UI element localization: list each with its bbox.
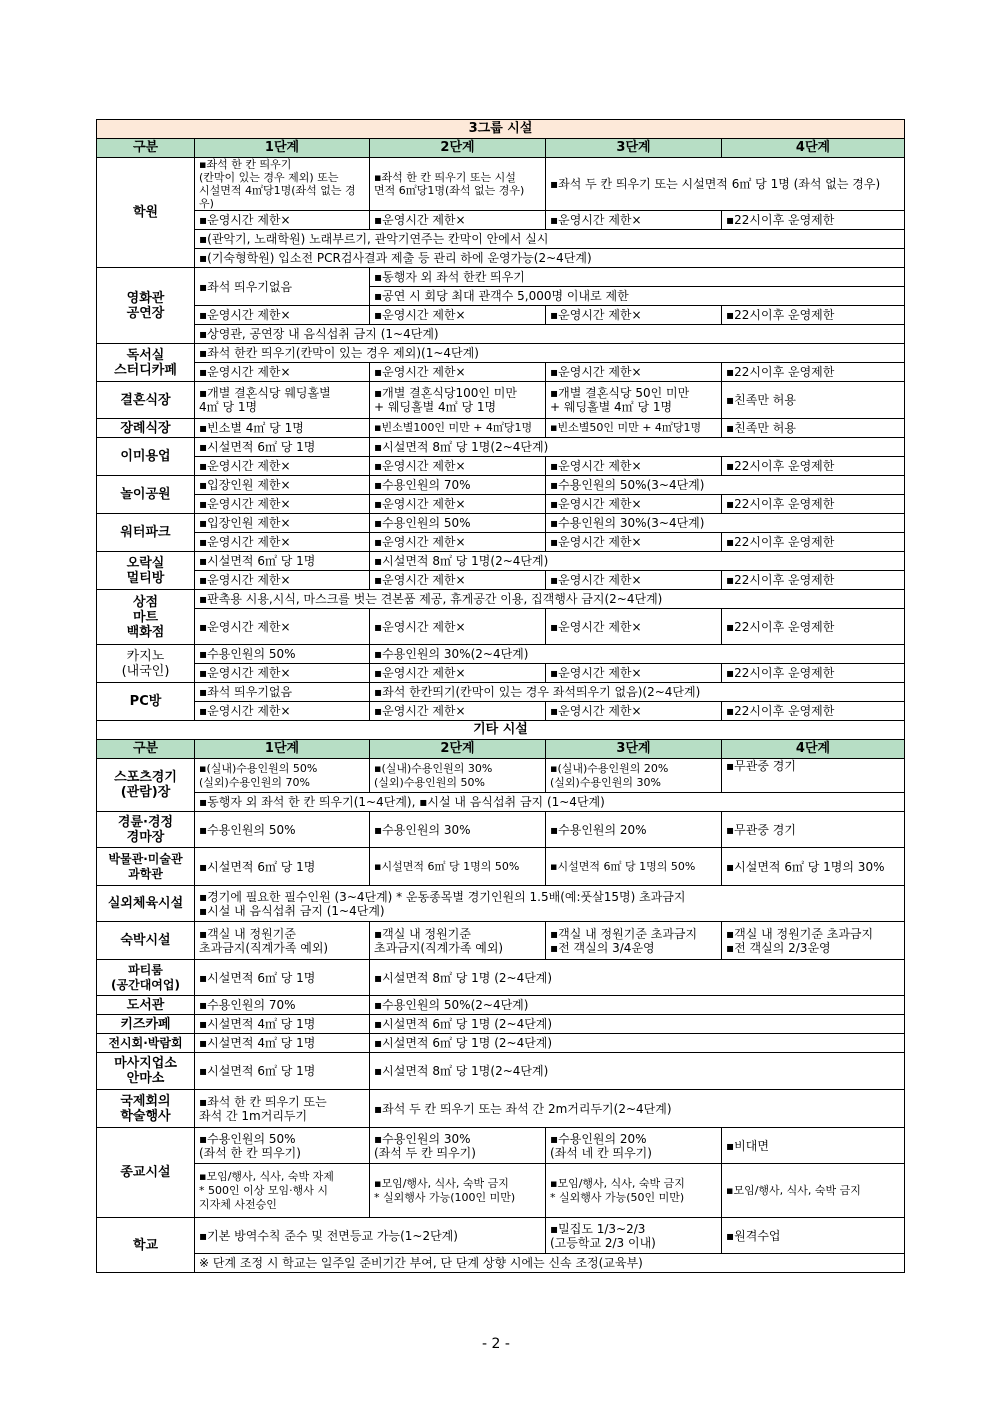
table-cell: ▪운영시간 제한×	[370, 306, 546, 325]
row-label: 카지노 (내국인)	[97, 645, 195, 683]
table-cell: ▪시설면적 6㎡ 당 1명의 30%	[722, 848, 905, 886]
table-cell: ▪수용인원의 70%	[370, 476, 546, 495]
table-cell: ▪수용인원의 30%	[370, 812, 546, 848]
table-cell: ▪22시이후 운영제한	[722, 457, 905, 476]
page-number: - 2 -	[482, 1336, 510, 1352]
table-cell: ▪운영시간 제한×	[546, 363, 722, 382]
table-cell: ▪수용인원의 50%	[195, 645, 370, 664]
table-cell: ▪운영시간 제한×	[546, 495, 722, 514]
table-cell: ▪좌석 띄우기없음	[195, 268, 370, 306]
table-cell: ▪공연 시 회당 최대 관객수 5,000명 이내로 제한	[370, 287, 905, 306]
table-cell: ▪객실 내 정원기준 초과금지(직계가족 예외)	[195, 922, 370, 960]
table-cell: ▪시설면적 8㎡ 당 1명(2~4단계)	[370, 438, 905, 457]
table-cell: ▪운영시간 제한×	[546, 306, 722, 325]
header-stage-4: 4단계	[722, 139, 905, 158]
table-cell: ▪22시이후 운영제한	[722, 211, 905, 230]
table-cell: ▪시설면적 8㎡ 당 1명 (2~4단계)	[370, 960, 905, 996]
table-cell: ▪22시이후 운영제한	[722, 363, 905, 382]
table-cell: ▪좌석 한칸띄기(칸막이 있는 경우 좌석띄우기 없음)(2~4단계)	[370, 683, 905, 702]
table-cell: ▪운영시간 제한×	[546, 457, 722, 476]
table-cell: ▪모임/행사, 식사, 숙박 자제 * 500인 이상 모임·행사 시 지자체 사전승인	[195, 1164, 370, 1218]
header-stage-1: 1단계	[195, 740, 370, 759]
row-label: PC방	[97, 683, 195, 721]
table-cell: ▪운영시간 제한×	[546, 664, 722, 683]
row-label: 파티룸 (공간대여업)	[97, 960, 195, 996]
table-cell: ▪시설면적 6㎡ 당 1명	[195, 848, 370, 886]
table-cell: ▪친족만 허용	[722, 382, 905, 419]
table-cell: ▪운영시간 제한×	[370, 457, 546, 476]
table-cell: ▪수용인원의 50%(3~4단계)	[546, 476, 905, 495]
table-cell: ▪22시이후 운영제한	[722, 609, 905, 645]
table-cell: ▪친족만 허용	[722, 419, 905, 438]
table-cell: ▪(기숙형학원) 입소전 PCR검사결과 제출 등 관리 하에 운영가능(2~4단계)	[195, 249, 905, 268]
table-cell: ▪수용인원의 20%	[546, 812, 722, 848]
table-cell: ▪운영시간 제한×	[195, 457, 370, 476]
table-cell: ▪시설면적 6㎡ 당 1명	[195, 960, 370, 996]
table-cell: ▪빈소별100인 미만 + 4㎡당1명	[370, 419, 546, 438]
table-cell: ▪상영관, 공연장 내 음식섭취 금지 (1~4단계)	[195, 325, 905, 344]
table-cell: ▪객실 내 정원기준 초과금지 ▪전 객실의 2/3운영	[722, 922, 905, 960]
table-cell: ▪운영시간 제한×	[195, 211, 370, 230]
table-cell: ▪모임/행사, 식사, 숙박 금지	[722, 1164, 905, 1218]
table-cell: ▪입장인원 제한×	[195, 476, 370, 495]
table-cell: ※ 단계 조정 시 학교는 일주일 준비기간 부여, 단 단계 상향 시에는 신속 조정(교육부)	[195, 1254, 905, 1273]
table-cell: ▪(실내)수용인원의 50% (실외)수용인원의 70%	[195, 759, 370, 793]
table-cell: ▪수용인원의 30% (좌석 두 칸 띄우기)	[370, 1128, 546, 1164]
table-cell: ▪시설면적 8㎡ 당 1명(2~4단계)	[370, 1053, 905, 1090]
table-cell: ▪수용인원의 50%	[195, 812, 370, 848]
table-cell: ▪좌석 두 칸 띄우기 또는 시설면적 6㎡ 당 1명 (좌석 없는 경우)	[546, 158, 905, 211]
header-stage-3: 3단계	[546, 740, 722, 759]
table-cell: ▪(실내)수용인원의 30% (실외)수용인원의 50%	[370, 759, 546, 793]
row-label: 종교시설	[97, 1128, 195, 1218]
header-stage-2: 2단계	[370, 139, 546, 158]
row-label: 워터파크	[97, 514, 195, 552]
table-cell: ▪(관악기, 노래학원) 노래부르기, 관악기연주는 칸막이 안에서 실시	[195, 230, 905, 249]
table-cell: ▪좌석 한칸 띄우기(칸막이 있는 경우 제외)(1~4단계)	[195, 344, 905, 363]
row-label: 실외체육시설	[97, 886, 195, 922]
row-label: 박물관·미술관 과학관	[97, 848, 195, 886]
table-cell: ▪동행자 외 좌석 한 칸 띄우기(1~4단계), ▪시설 내 음식섭취 금지 (1~4단계)	[195, 793, 905, 812]
row-label: 결혼식장	[97, 382, 195, 419]
table-cell: ▪운영시간 제한×	[370, 571, 546, 590]
table-cell: ▪운영시간 제한×	[195, 571, 370, 590]
table-cell: ▪개별 결혼식당100인 미만 + 웨딩홀별 4㎡ 당 1명	[370, 382, 546, 419]
table-cell: ▪경기에 필요한 필수인원 (3~4단계) * 운동종목별 경기인원의 1.5배(예:풋살15명) 초과금지 ▪시설 내 음식섭취 금지 (1~4단계)	[195, 886, 905, 922]
table-cell: ▪시설면적 6㎡ 당 1명 (2~4단계)	[370, 1034, 905, 1053]
table-cell: ▪운영시간 제한×	[370, 609, 546, 645]
table-cell: ▪객실 내 정원기준 초과금지(직계가족 예외)	[370, 922, 546, 960]
table-cell: ▪운영시간 제한×	[546, 571, 722, 590]
table-cell: ▪원격수업	[722, 1218, 905, 1254]
table-cell: ▪운영시간 제한×	[546, 533, 722, 552]
table-cell: ▪개별 결혼식당 50인 미만 + 웨딩홀별 4㎡ 당 1명	[546, 382, 722, 419]
table-cell: ▪무관중 경기	[722, 812, 905, 848]
table-cell: ▪시설면적 6㎡ 당 1명	[195, 438, 370, 457]
table-cell: ▪22시이후 운영제한	[722, 306, 905, 325]
header-category: 구분	[97, 740, 195, 759]
table-cell: ▪좌석 띄우기없음	[195, 683, 370, 702]
header-category: 구분	[97, 139, 195, 158]
table-cell: ▪운영시간 제한×	[195, 664, 370, 683]
table-cell: ▪좌석 두 칸 띄우기 또는 좌석 간 2m거리두기(2~4단계)	[370, 1090, 905, 1128]
table-cell: ▪22시이후 운영제한	[722, 702, 905, 721]
table-cell: ▪운영시간 제한×	[195, 306, 370, 325]
header-stage-1: 1단계	[195, 139, 370, 158]
table-cell: ▪수용인원의 70%	[195, 996, 370, 1015]
table-cell: ▪기본 방역수칙 준수 및 전면등교 가능(1~2단계)	[195, 1218, 546, 1254]
row-label: 이미용업	[97, 438, 195, 476]
table-cell: ▪입장인원 제한×	[195, 514, 370, 533]
table-cell: ▪시설면적 6㎡ 당 1명의 50%	[546, 848, 722, 886]
header-stage-3: 3단계	[546, 139, 722, 158]
table-cell: ▪운영시간 제한×	[195, 609, 370, 645]
row-label: 국제회의 학술행사	[97, 1090, 195, 1128]
facility-table	[96, 119, 905, 1273]
table-cell: ▪수용인원의 50%(2~4단계)	[370, 996, 905, 1015]
table-cell: ▪개별 결혼식당 웨딩홀별 4㎡ 당 1명	[195, 382, 370, 419]
row-label: 오락실 멀티방	[97, 552, 195, 590]
table-cell: ▪수용인원의 30%(2~4단계)	[370, 645, 905, 664]
table-cell: ▪운영시간 제한×	[370, 702, 546, 721]
table-cell: ▪운영시간 제한×	[546, 702, 722, 721]
table-cell: ▪22시이후 운영제한	[722, 571, 905, 590]
table-cell: ▪운영시간 제한×	[195, 495, 370, 514]
row-label: 학원	[97, 158, 195, 268]
row-label: 상점 마트 백화점	[97, 590, 195, 645]
table-cell: ▪운영시간 제한×	[370, 211, 546, 230]
table-cell: ▪운영시간 제한×	[195, 702, 370, 721]
row-label: 키즈카페	[97, 1015, 195, 1034]
table-cell: ▪판촉용 시용,시식, 마스크를 벗는 견본품 제공, 휴게공간 이용, 집객행사 금지(2~4단계)	[195, 590, 905, 609]
table-cell: ▪시설면적 6㎡ 당 1명	[195, 552, 370, 571]
table-cell: ▪운영시간 제한×	[370, 533, 546, 552]
header-stage-4: 4단계	[722, 740, 905, 759]
row-label: 전시회·박람회	[97, 1034, 195, 1053]
table-cell: ▪빈소별 4㎡ 당 1명	[195, 419, 370, 438]
table-cell: ▪수용인원의 30%(3~4단계)	[546, 514, 905, 533]
row-label: 학교	[97, 1218, 195, 1273]
section-title: 3그룹 시설	[97, 120, 905, 139]
table-cell: ▪(실내)수용인원의 20% (실외)수용인원의 30%	[546, 759, 722, 793]
row-label: 숙박시설	[97, 922, 195, 960]
row-label: 놀이공원	[97, 476, 195, 514]
table-cell: ▪객실 내 정원기준 초과금지 ▪전 객실의 3/4운영	[546, 922, 722, 960]
table-cell: ▪좌석 한 칸 띄우기 또는 좌석 간 1m거리두기	[195, 1090, 370, 1128]
table-cell: ▪운영시간 제한×	[370, 363, 546, 382]
table-cell: ▪22시이후 운영제한	[722, 495, 905, 514]
row-label: 스포츠경기 (관람)장	[97, 759, 195, 812]
row-label: 영화관 공연장	[97, 268, 195, 344]
table-cell: ▪운영시간 제한×	[195, 363, 370, 382]
table-cell: ▪운영시간 제한×	[370, 664, 546, 683]
table-cell: ▪시설면적 6㎡ 당 1명의 50%	[370, 848, 546, 886]
table-cell: ▪좌석 한 칸 띄우기 또는 시설 면적 6㎡당1명(좌석 없는 경우)	[370, 158, 546, 211]
table-cell: ▪시설면적 4㎡ 당 1명	[195, 1015, 370, 1034]
header-stage-2: 2단계	[370, 740, 546, 759]
table-cell: ▪운영시간 제한×	[546, 609, 722, 645]
table-cell: ▪동행자 외 좌석 한칸 띄우기	[370, 268, 905, 287]
table-cell: ▪운영시간 제한×	[195, 533, 370, 552]
table-cell: ▪시설면적 4㎡ 당 1명	[195, 1034, 370, 1053]
row-label: 마사지업소 안마소	[97, 1053, 195, 1090]
table-cell: ▪수용인원의 50% (좌석 한 칸 띄우기)	[195, 1128, 370, 1164]
table-cell: ▪시설면적 8㎡ 당 1명(2~4단계)	[370, 552, 905, 571]
table-cell: ▪수용인원의 20% (좌석 네 칸 띄우기)	[546, 1128, 722, 1164]
table-cell: ▪무관중 경기	[722, 759, 905, 793]
table-cell: ▪22시이후 운영제한	[722, 533, 905, 552]
table-cell: ▪모임/행사, 식사, 숙박 금지 * 실외행사 가능(100인 미만)	[370, 1164, 546, 1218]
table-cell: ▪운영시간 제한×	[370, 495, 546, 514]
row-label: 독서실 스터디카페	[97, 344, 195, 382]
table-cell: ▪운영시간 제한×	[546, 211, 722, 230]
section-title: 기타 시설	[97, 721, 905, 740]
row-label: 도서관	[97, 996, 195, 1015]
table-cell: ▪시설면적 6㎡ 당 1명 (2~4단계)	[370, 1015, 905, 1034]
table-cell: ▪모임/행사, 식사, 숙박 금지 * 실외행사 가능(50인 미만)	[546, 1164, 722, 1218]
row-label: 장례식장	[97, 419, 195, 438]
table-cell: ▪좌석 한 칸 띄우기 (칸막이 있는 경우 제외) 또는 시설면적 4㎡당1명(좌석 없는 경우)	[195, 158, 370, 211]
table-cell: ▪밀집도 1/3~2/3 (고등학교 2/3 이내)	[546, 1218, 722, 1254]
table-cell: ▪수용인원의 50%	[370, 514, 546, 533]
table-cell: ▪시설면적 6㎡ 당 1명	[195, 1053, 370, 1090]
table-cell: ▪빈소별50인 미만 + 4㎡당1명	[546, 419, 722, 438]
table-cell: ▪22시이후 운영제한	[722, 664, 905, 683]
table-cell: ▪비대면	[722, 1128, 905, 1164]
row-label: 경륜·경정 경마장	[97, 812, 195, 848]
